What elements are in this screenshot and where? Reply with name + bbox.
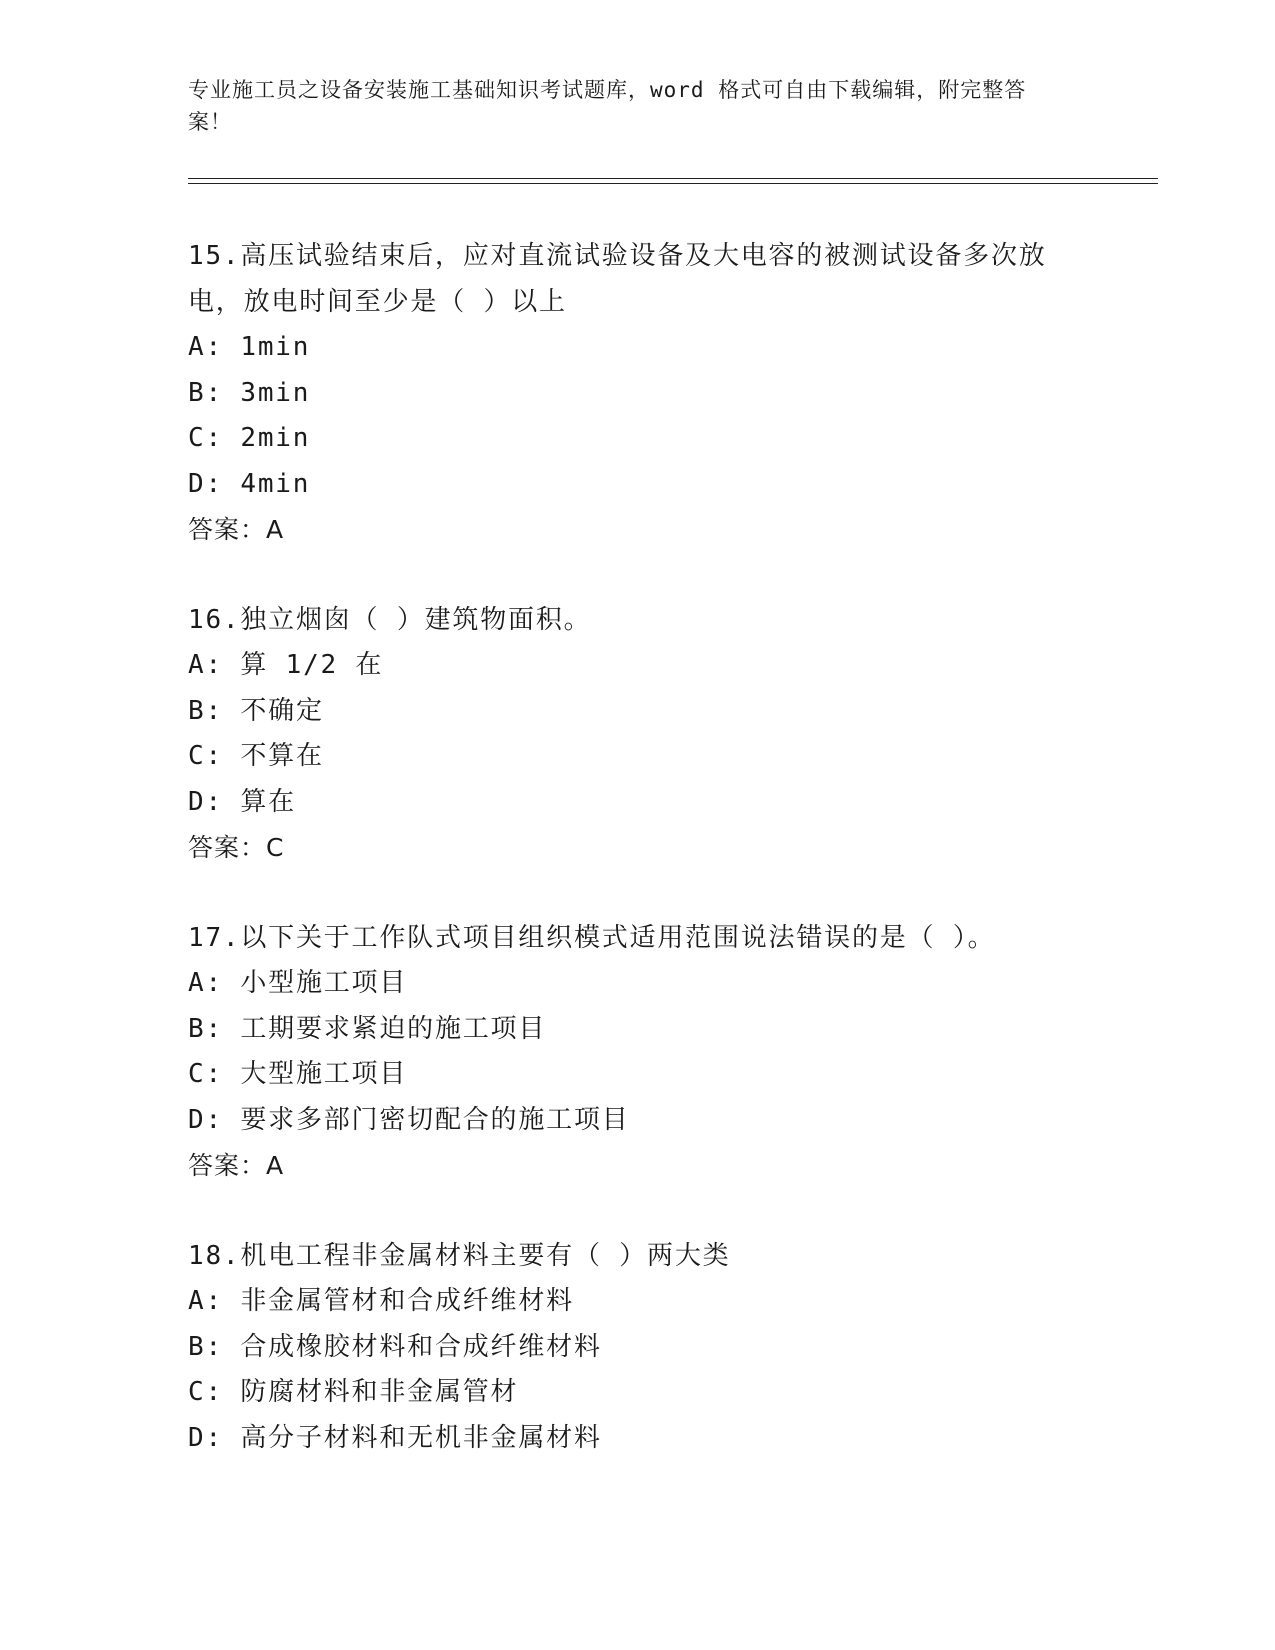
- option-b: B: 合成橡胶材料和合成纤维材料: [188, 1331, 602, 1362]
- header-divider-top: [188, 178, 1158, 179]
- question-text: 16.独立烟囱（ ）建筑物面积。: [188, 604, 592, 635]
- option-a: A: 小型施工项目: [188, 968, 408, 998]
- option-b: B: 不确定: [188, 695, 324, 726]
- option-d: D: 要求多部门密切配合的施工项目: [188, 1104, 630, 1135]
- question-text: 17.以下关于工作队式项目组织模式适用范围说法错误的是（ ）。: [188, 922, 996, 953]
- answer: 答案：A: [188, 1151, 285, 1180]
- header-divider-bottom: [188, 183, 1158, 184]
- question-17: [188, 916, 1088, 1189]
- answer: 答案：A: [188, 515, 285, 544]
- answer: 答案：C: [188, 833, 285, 862]
- option-c: C: 2min: [188, 423, 311, 453]
- question-list: [188, 234, 1088, 1506]
- question-16: [188, 598, 1088, 871]
- option-c: C: 防腐材料和非金属管材: [188, 1377, 519, 1407]
- option-a: A: 算 1/2 在: [188, 650, 384, 680]
- option-d: D: 高分子材料和无机非金属材料: [188, 1422, 602, 1453]
- option-d: D: 4min: [188, 468, 311, 499]
- option-b: B: 工期要求紧迫的施工项目: [188, 1013, 547, 1044]
- document-header: 专业施工员之设备安装施工基础知识考试题库，word 格式可自由下载编辑，附完整答案！: [188, 78, 1027, 134]
- question-15: [188, 234, 1088, 553]
- option-c: C: 不算在: [188, 741, 324, 771]
- question-18: [188, 1234, 1088, 1462]
- question-text: 18.机电工程非金属材料主要有（ ）两大类: [188, 1240, 731, 1271]
- option-c: C: 大型施工项目: [188, 1059, 408, 1089]
- question-text: 15.高压试验结束后，应对直流试验设备及大电容的被测试设备多次放电，放电时间至少是（ ）以上: [188, 241, 1047, 317]
- option-d: D: 算在: [188, 786, 296, 817]
- option-a: A: 1min: [188, 332, 311, 362]
- option-a: A: 非金属管材和合成纤维材料: [188, 1286, 574, 1316]
- option-b: B: 3min: [188, 377, 311, 408]
